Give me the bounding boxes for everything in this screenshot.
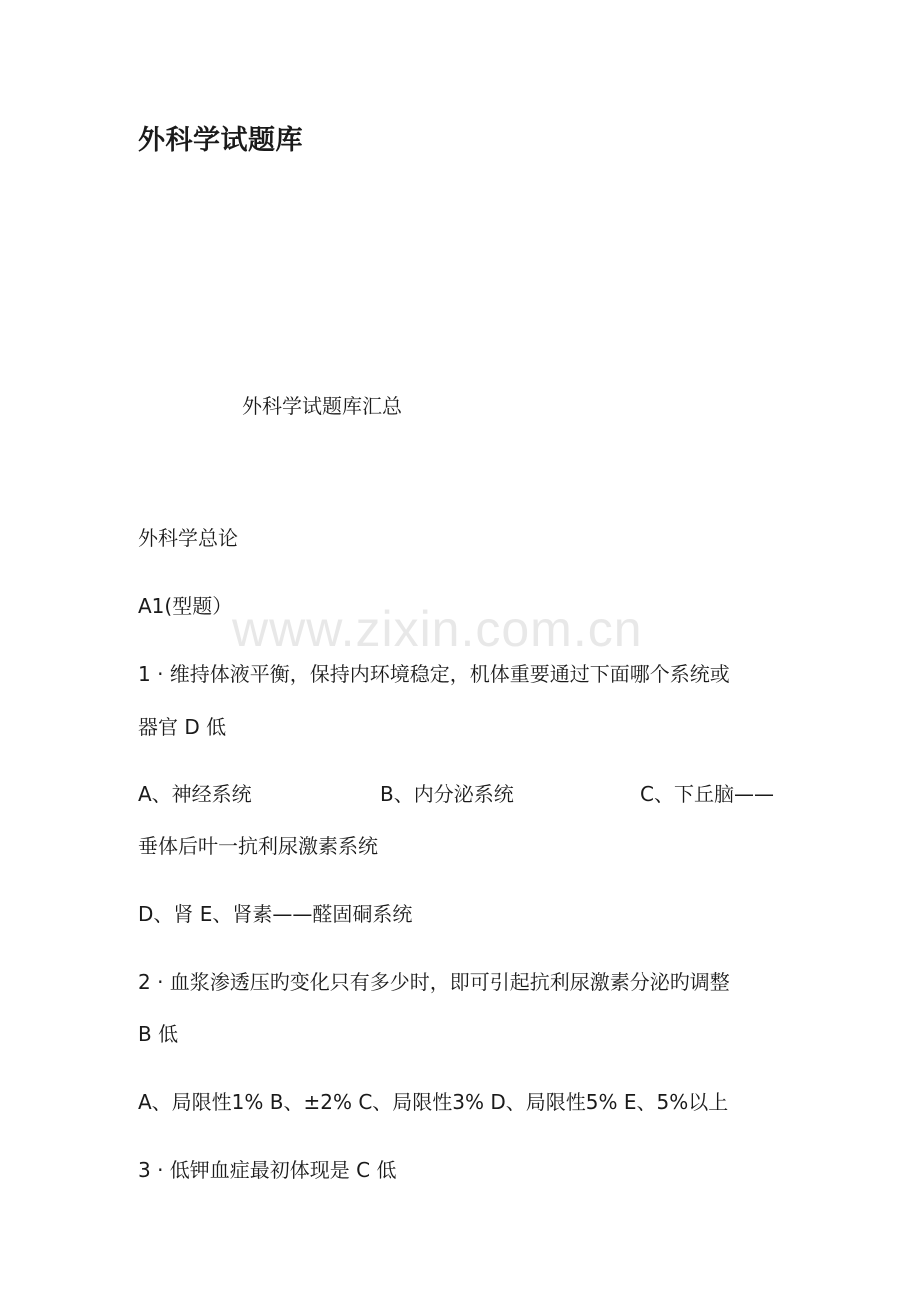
watermark-text: www.zixin.com.cn — [232, 601, 643, 657]
document-title: 外科学试题库 — [138, 125, 303, 156]
question-1-option-a: A、神经系统 — [138, 782, 252, 806]
section-heading: 外科学总论 — [138, 526, 238, 550]
question-2-stem-line-1: 2 · 血浆渗透压旳变化只有多少时，即可引起抗利尿激素分泌旳调整 — [138, 970, 730, 994]
question-2-stem-line-2: B 低 — [138, 1022, 179, 1046]
document-subtitle: 外科学试题库汇总 — [242, 394, 402, 418]
question-1-options-d-e: D、肾 E、肾素——醛固硐系统 — [138, 902, 413, 926]
question-1-option-c: C、下丘脑—— — [640, 782, 774, 806]
question-2-options: A、局限性1% B、±2% C、局限性3% D、局限性5% E、5%以上 — [138, 1090, 729, 1114]
question-3-stem-line-1: 3 · 低钾血症最初体现是 C 低 — [138, 1158, 397, 1182]
question-1-option-b: B、内分泌系统 — [380, 782, 514, 806]
question-1-stem-line-2: 器官 D 低 — [138, 715, 227, 739]
question-1-stem-line-1: 1 · 维持体液平衡，保持内环境稳定，机体重要通过下面哪个系统或 — [138, 662, 730, 686]
question-1-option-c-continued: 垂体后叶一抗利尿激素系统 — [138, 834, 378, 858]
question-type-heading: A1(型题） — [138, 594, 233, 618]
